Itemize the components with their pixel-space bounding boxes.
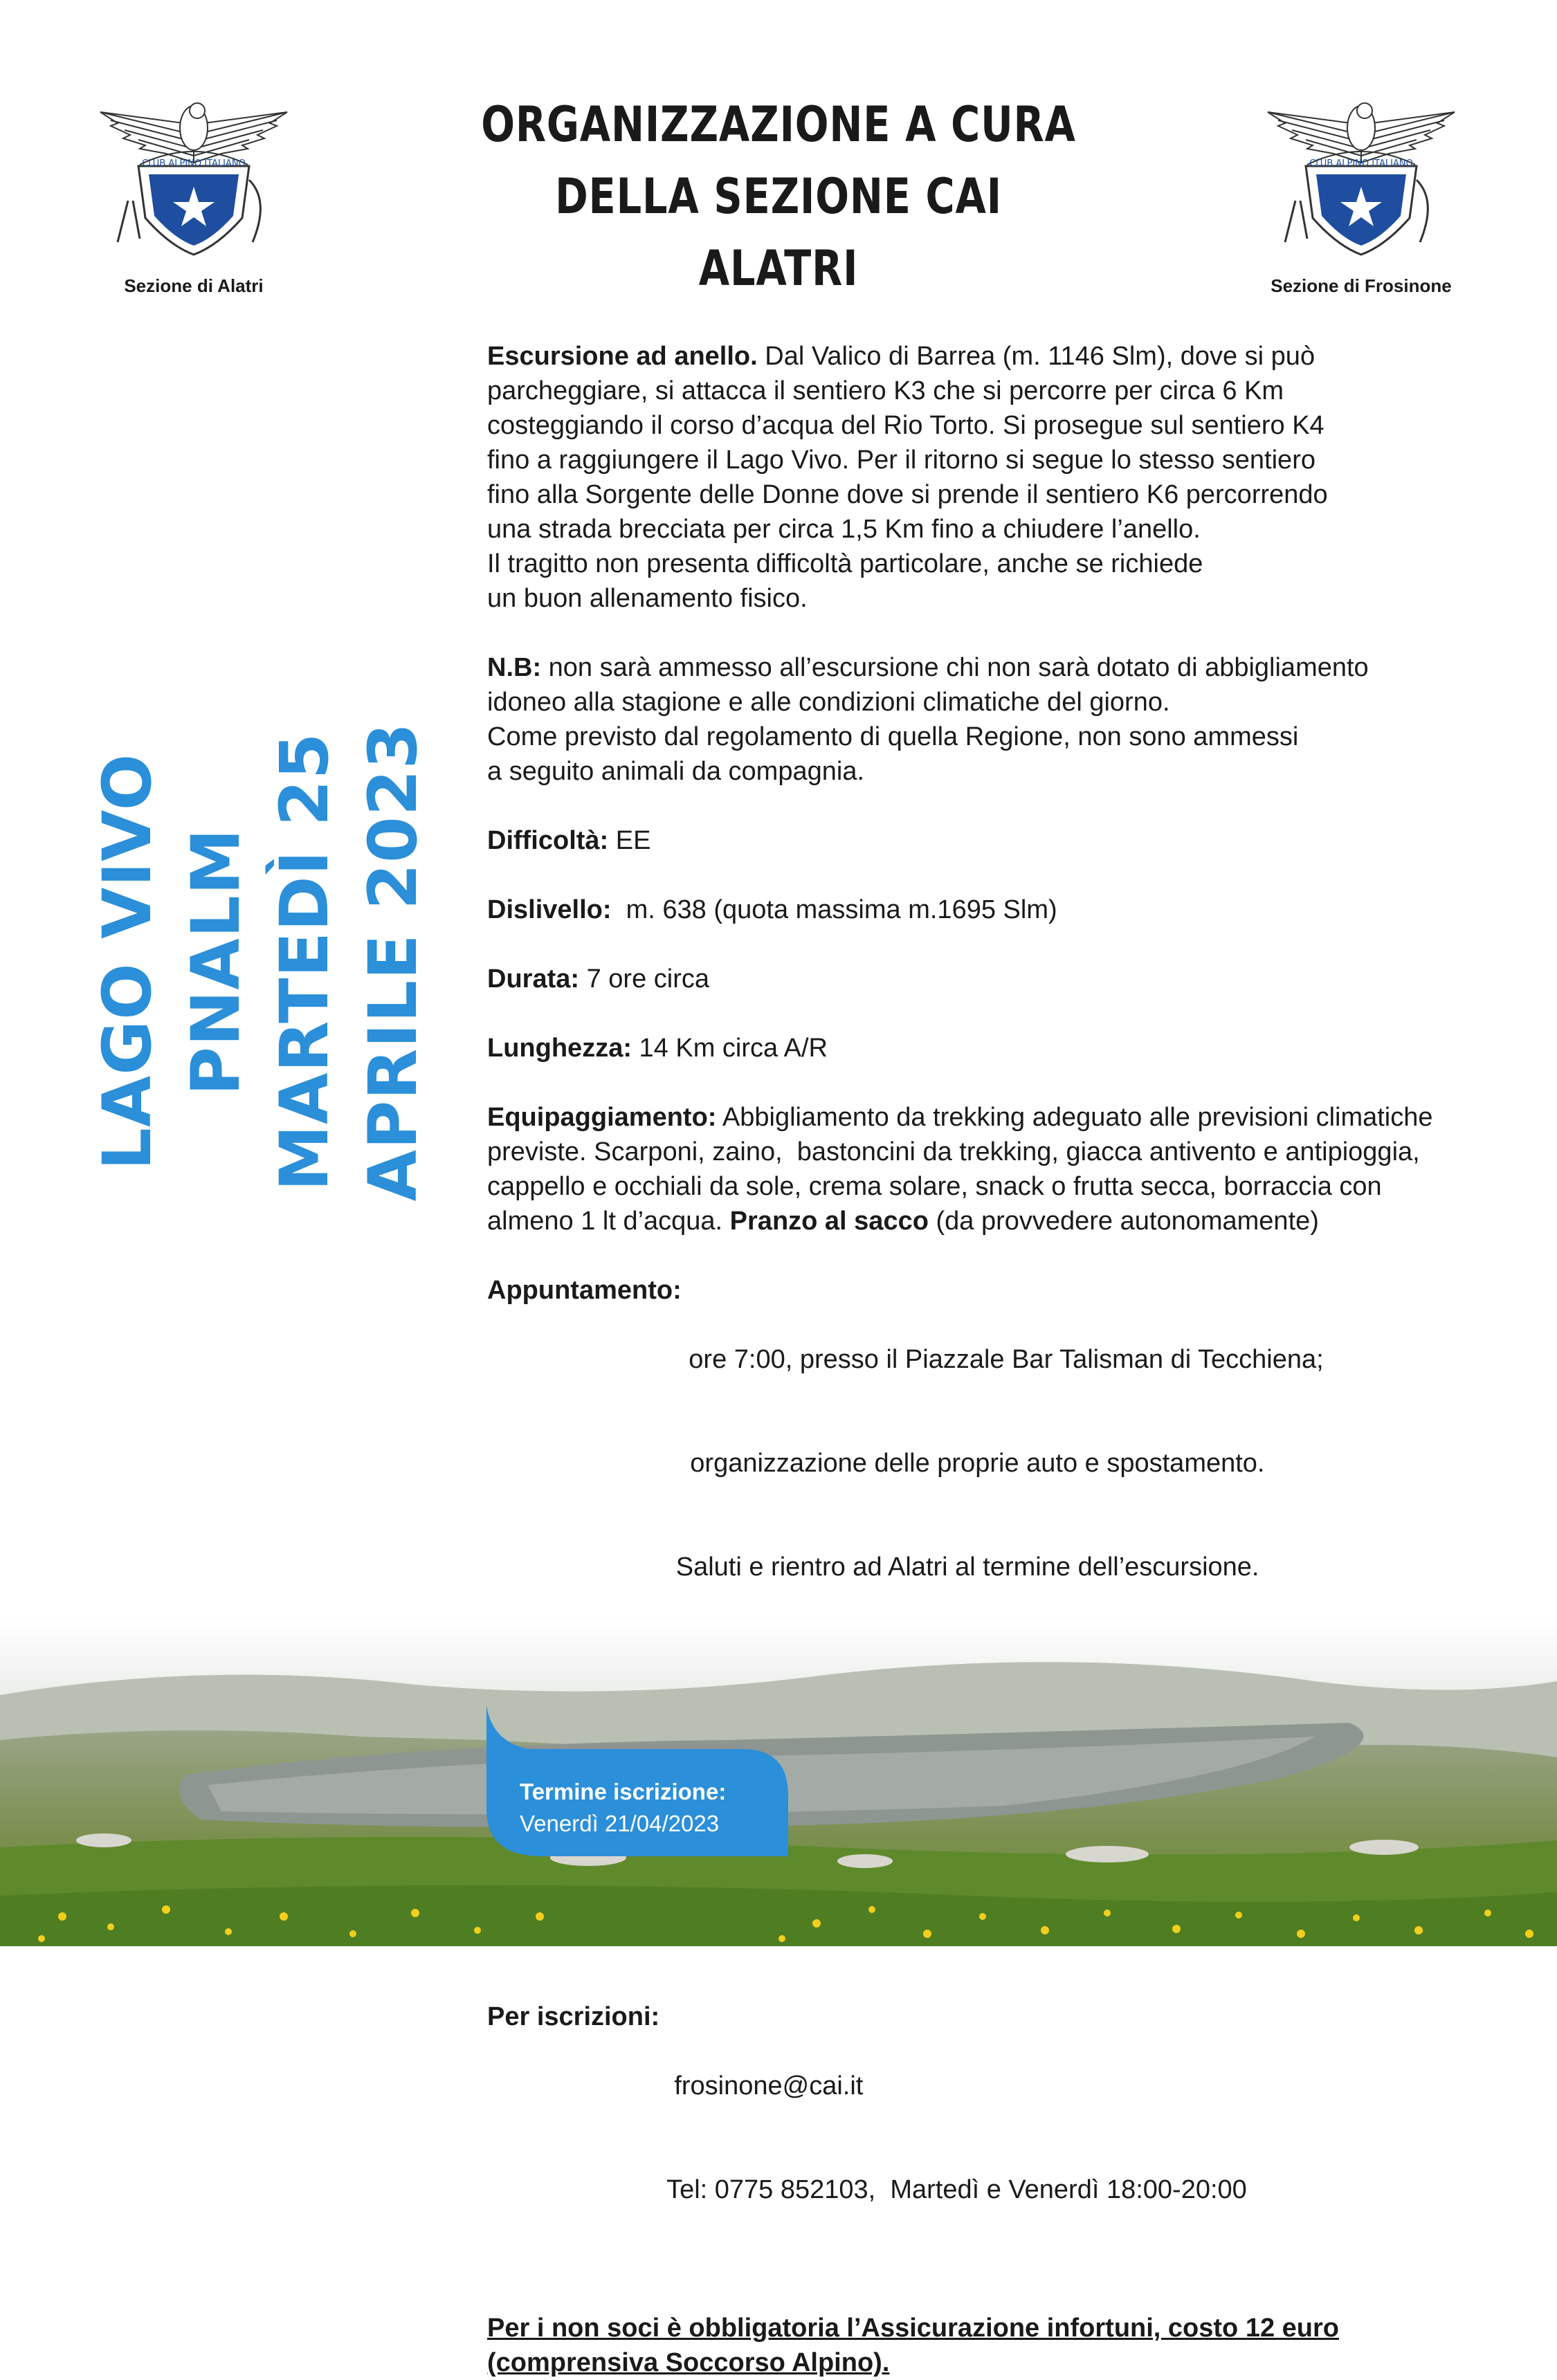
description-line: costeggiando il corso d’acqua del Rio Torto. Si prosegue sul sentiero K4 [487,411,1324,440]
logo-cai-frosinone [1257,97,1465,297]
difficulty-row [487,823,1497,858]
event-date: MARTEDÌ 25 APRILE 2023 [266,722,432,1202]
nb-paragraph [487,650,1497,789]
registration-label: Per iscrizioni: [487,2002,660,2031]
deadline-date: Venerdì 21/04/2023 [520,1811,720,1836]
svg-text:CLUB ALPINO ITALIANO: CLUB ALPINO ITALIANO [1309,158,1413,169]
title-line-2: DELLA SEZIONE CAI ALATRI [555,168,1002,297]
page-title [481,89,1077,304]
registration-email[interactable]: frosinone@cai.it [659,2071,864,2100]
cai-emblem-icon [97,97,291,263]
elevation-row [487,892,1497,927]
event-title [83,616,432,1308]
length-label: Lunghezza: [487,1034,632,1063]
meeting-label: Appuntamento: [487,1276,682,1305]
event-name: LAGO VIVO [89,753,166,1171]
description-line: fino a raggiungere il Lago Vivo. Per il ritorno si segue lo stesso sentiero [487,446,1315,475]
svg-text:CLUB ALPINO ITALIANO: CLUB ALPINO ITALIANO [142,158,246,169]
nb-label: N.B: [487,653,542,682]
lunch-note: (da provvedere autonomamente) [928,1207,1319,1236]
registration-phone: Tel: 0775 852103, Martedì e Venerdì 18:00-20:00 [659,2175,1247,2204]
duration-value: 7 ore circa [579,964,709,994]
registration-row [487,1999,1497,2276]
difficulty-value: EE [608,826,651,855]
logo-caption: Sezione di Frosinone [1271,275,1452,296]
length-row [487,1031,1497,1065]
equipment-line: almeno 1 lt d’acqua. [487,1207,730,1236]
description-text: Dal Valico di Barrea (m. 1146 Slm), dove si può [757,342,1315,371]
nb-text: non sarà ammesso all’escursione chi non sarà dotato di abbigliamento [541,653,1369,682]
description-line: parcheggiare, si attacca il sentiero K3 che si percorre per circa 6 Km [487,376,1284,405]
nb-line: Come previsto dal regolamento di quella Regione, non sono ammessi [487,722,1299,751]
elevation-value: m. 638 (quota massima m.1695 Slm) [611,895,1057,924]
meeting-line: organizzazione delle proprie auto e spostamento. [682,1449,1265,1478]
difficulty-label: Difficoltà: [487,826,609,855]
event-park: PNALM [177,827,255,1096]
description-line: fino alla Sorgente delle Donne dove si prende il sentiero K6 percorrendo [487,480,1328,509]
registration-values [659,1999,1247,2276]
deadline-text [520,1776,726,1840]
meeting-values [675,1273,1324,1654]
equipment-label: Equipaggiamento: [487,1103,717,1132]
meeting-line: Saluti e rientro ad Alatri al termine dell’escursione. [675,1553,1259,1582]
equipment-text: Abbigliamento da trekking adeguato alle previsioni climatiche [716,1103,1433,1132]
insurance-notice [487,2311,1497,2380]
elevation-label: Dislivello: [487,895,612,924]
description-line: Il tragitto non presenta difficoltà particolare, anche se richiede [487,549,1203,578]
length-value: 14 Km circa A/R [631,1034,828,1063]
meeting-line: ore 7:00, presso il Piazzale Bar Talisman di Tecchiena; [681,1345,1324,1374]
description-paragraph [487,339,1497,616]
title-line-1: ORGANIZZAZIONE A CURA [481,96,1076,153]
cai-emblem-icon [1264,97,1458,263]
notice-line: (comprensiva Soccorso Alpino). [487,2348,890,2377]
meeting-row [487,1273,1497,1654]
description-label: Escursione ad anello. [487,342,758,371]
equipment-line: cappello e occhiali da sole, crema solare, snack o frutta secca, borraccia con [487,1172,1382,1201]
registration-deadline-badge [486,1705,788,1856]
duration-label: Durata: [487,964,580,994]
notice-line: Per i non soci è obbligatoria l’Assicurazione infortuni, costo 12 euro [487,2314,1339,2343]
nb-line: idoneo alla stagione e alle condizioni climatiche del giorno. [487,688,1170,717]
equipment-line: previste. Scarponi, zaino, bastoncini da trekking, giacca antivento e antipioggia, [487,1137,1420,1166]
duration-row [487,962,1497,996]
event-details [487,339,1497,2380]
logo-cai-alatri [90,97,298,297]
nb-line: a seguito animali da compagnia. [487,757,865,786]
description-line: un buon allenamento fisico. [487,584,808,613]
description-line: una strada brecciata per circa 1,5 Km fino a chiudere l’anello. [487,515,1201,544]
logo-caption: Sezione di Alatri [124,275,264,296]
equipment-paragraph [487,1100,1497,1238]
lunch-label: Pranzo al sacco [729,1207,929,1236]
deadline-label: Termine iscrizione: [520,1779,727,1804]
